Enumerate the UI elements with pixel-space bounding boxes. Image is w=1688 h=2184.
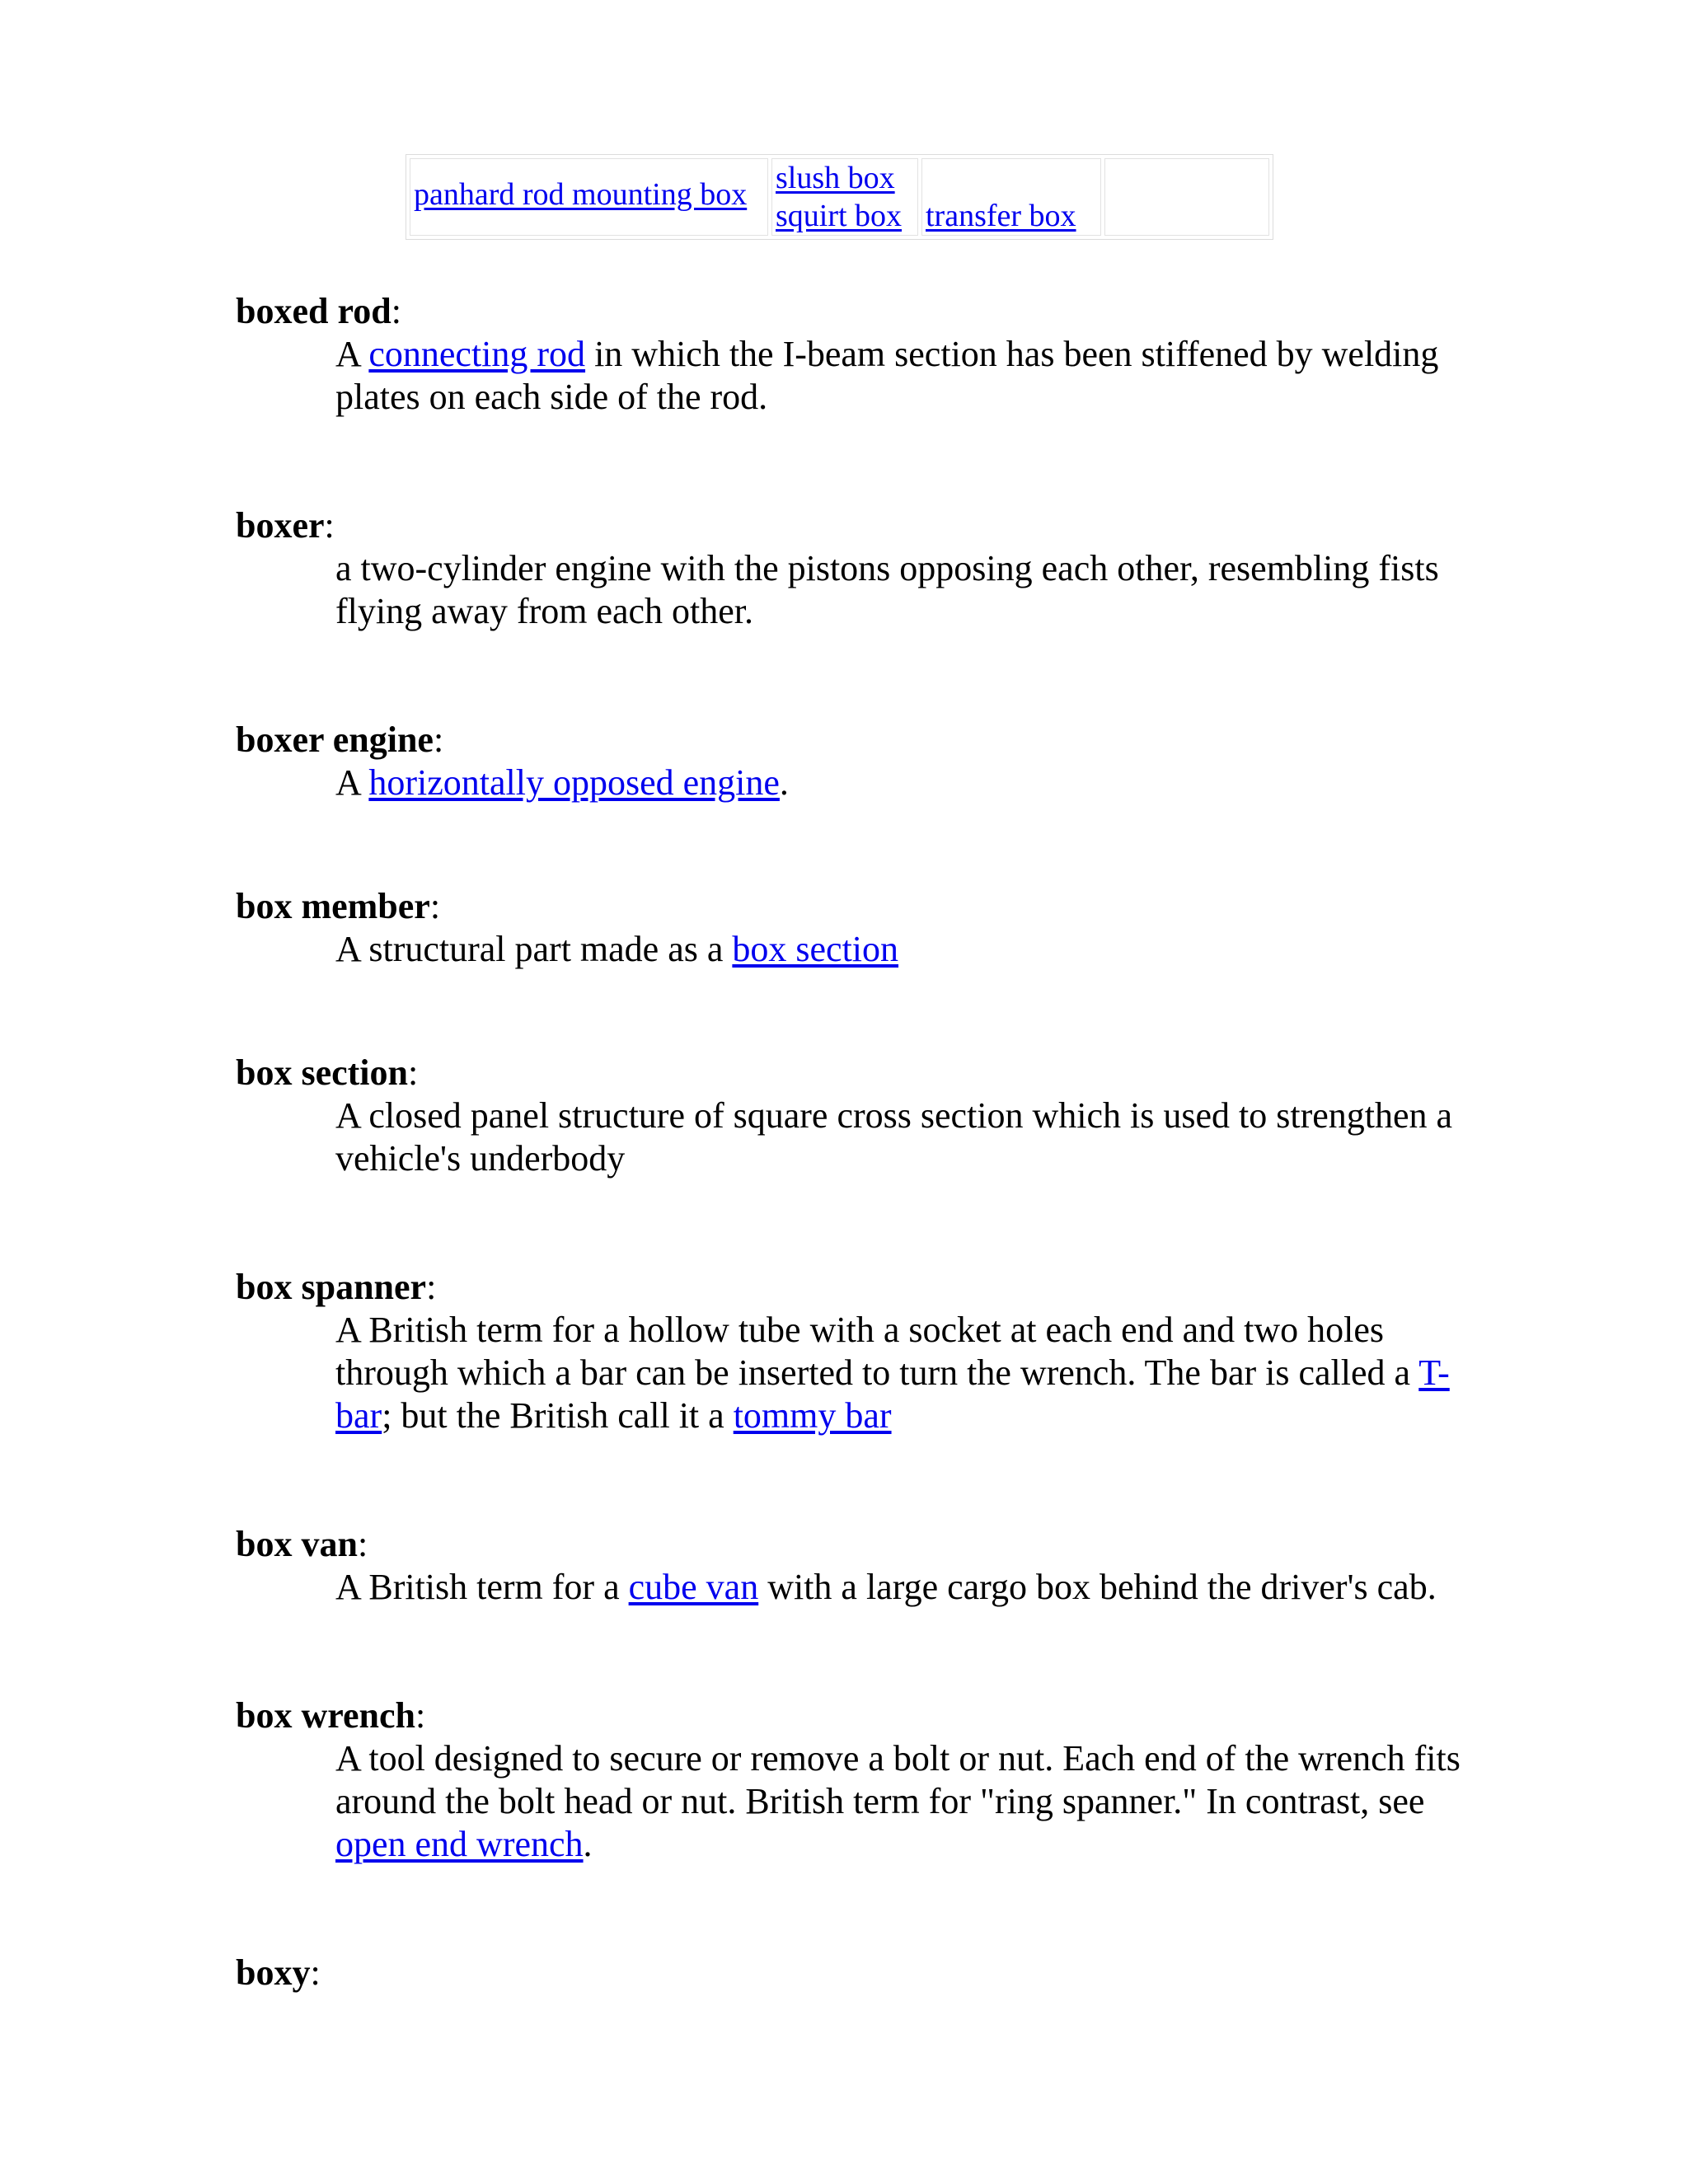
link-transfer-box[interactable]: transfer box [926,199,1076,233]
glossary-definition [335,1566,1480,1609]
table-cell [410,158,768,236]
definition-text: A closed panel structure of square cross section which is used to strengthen a vehicle's underbody [335,1095,1453,1179]
term-colon: : [426,1267,437,1307]
definition-text: A tool designed to secure or remove a bolt or nut. Each end of the wrench fits around the bolt head or nut. British term for "ring spanner." In contrast, see [335,1738,1461,1821]
glossary-definition [335,1094,1480,1180]
term-colon: : [310,1952,321,1993]
link-panhard-rod-mounting-box[interactable]: panhard rod mounting box [414,177,748,212]
table-cell [921,158,1101,236]
term-colon: : [415,1695,426,1736]
term-box-section: box section [236,1052,408,1093]
glossary-definition [335,333,1480,419]
definition-text: in which the I-beam section has been stiffened by welding plates on each side of the rod. [335,334,1439,417]
term-boxy: boxy [236,1952,311,1993]
glossary-term [236,290,1480,333]
table-row [410,158,1269,236]
definition-text: A [335,334,369,374]
glossary-term [236,719,1480,762]
link-open-end-wrench[interactable]: open end wrench [335,1824,584,1864]
link-connecting-rod[interactable]: connecting rod [368,334,586,374]
link-squirt-box[interactable]: squirt box [776,199,903,233]
glossary-definition [335,1737,1480,1866]
term-colon: : [408,1052,419,1093]
term-colon: : [324,505,335,546]
term-boxer: boxer [236,505,325,546]
term-box-member: box member [236,886,430,926]
definition-text: . [779,762,789,803]
term-colon: : [391,291,401,331]
glossary-definition [335,762,1480,804]
table-cell [771,158,918,236]
glossary-term [236,504,1480,547]
term-boxer-engine: boxer engine [236,719,434,760]
term-box-wrench: box wrench [236,1695,415,1736]
definition-text: A British term for a [335,1567,629,1607]
term-box-spanner: box spanner [236,1267,427,1307]
term-colon: : [429,886,441,926]
link-slush-box[interactable]: slush box [776,161,895,195]
glossary-list [236,290,1480,1994]
definition-text: A [335,762,369,803]
glossary-definition [335,547,1480,633]
glossary-term [236,885,1480,928]
term-boxed-rod: boxed rod [236,291,392,331]
see-also-link-table [406,154,1273,240]
glossary-term [236,1052,1480,1094]
term-colon: : [433,719,444,760]
table-cell-empty [1104,158,1269,236]
definition-text: a two-cylinder engine with the pistons opposing each other, resembling fists flying away from each other. [335,548,1439,631]
link-t-bar[interactable]: T-bar [335,1352,1450,1436]
definition-text: A structural part made as a [335,929,733,969]
term-colon: : [357,1524,368,1564]
definition-text: with a large cargo box behind the driver's cab. [758,1567,1437,1607]
link-tommy-bar[interactable]: tommy bar [733,1395,892,1436]
link-box-section[interactable]: box section [732,929,899,969]
definition-text: ; but the British call it a [382,1395,734,1436]
link-horizontally-opposed-engine[interactable]: horizontally opposed engine [368,762,780,803]
term-box-van: box van [236,1524,358,1564]
glossary-term [236,1523,1480,1566]
glossary-term [236,1266,1480,1309]
glossary-definition [335,1309,1480,1437]
link-cube-van[interactable]: cube van [628,1567,759,1607]
definition-text: . [583,1824,593,1864]
glossary-term [236,1694,1480,1737]
glossary-definition [335,928,1480,971]
glossary-term [236,1952,1480,1994]
definition-text: A British term for a hollow tube with a socket at each end and two holes through which a bar can be inserted to turn the wrench. The bar is called a [335,1310,1419,1393]
